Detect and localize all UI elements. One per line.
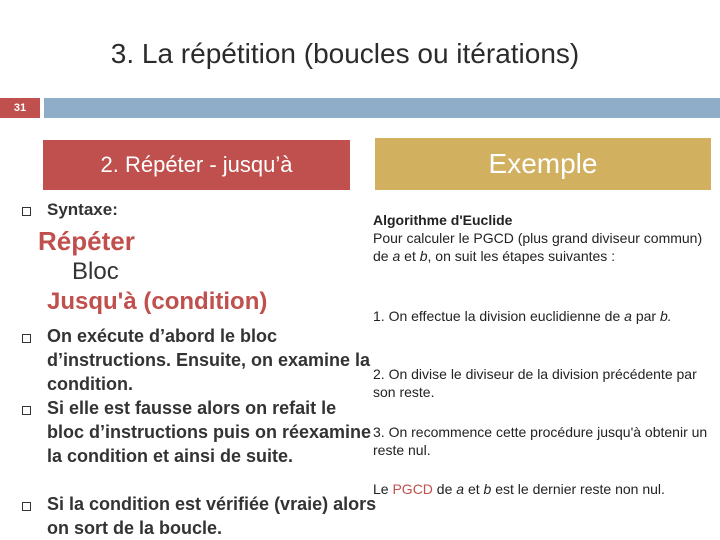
- slide-number: 31: [0, 98, 40, 118]
- left-heading: 2. Répéter - jusqu’à: [43, 140, 350, 190]
- example-intro: [373, 211, 708, 265]
- bullet-text: On exécute d’abord le bloc d’instructions. Ensuite, on examine la condition.: [47, 326, 371, 394]
- slide-title: 3. La répétition (boucles ou itérations): [110, 38, 580, 69]
- bullet-text: Si elle est fausse alors on refait le bloc d’instructions puis on réexamine la condition et ainsi de suite.: [47, 398, 372, 466]
- bullet-icon: [22, 406, 31, 415]
- bullet-icon: [22, 207, 31, 216]
- step-1: 1. On effectue la division euclidienne de a par b.: [373, 308, 672, 324]
- code-bloc: Bloc: [72, 258, 119, 285]
- code-until: Jusqu'à (condition): [47, 288, 268, 315]
- bullet-icon: [22, 334, 31, 343]
- algo-title: Algorithme d'Euclide: [373, 212, 513, 228]
- code-repeat: Répéter: [38, 226, 135, 256]
- algo-intro: Pour calculer le PGCD (plus grand diviseur commun) de a et b, on suit les étapes suivantes :: [373, 230, 703, 264]
- syntax-label: Syntaxe:: [47, 200, 118, 219]
- pgcd-term: PGCD: [392, 481, 433, 497]
- step-2: 2. On divise le diviseur de la division précédente par son reste.: [373, 366, 697, 400]
- conclusion: Le PGCD de a et b est le dernier reste non nul.: [373, 481, 665, 497]
- bullet-text: Si la condition est vérifiée (vraie) alors on sort de la boucle.: [47, 494, 377, 538]
- bullet-icon: [22, 502, 31, 511]
- header-bar: [44, 98, 720, 118]
- step-3: 3. On recommence cette procédure jusqu'à obtenir un reste nul.: [373, 424, 708, 458]
- example-heading: Exemple: [375, 138, 711, 190]
